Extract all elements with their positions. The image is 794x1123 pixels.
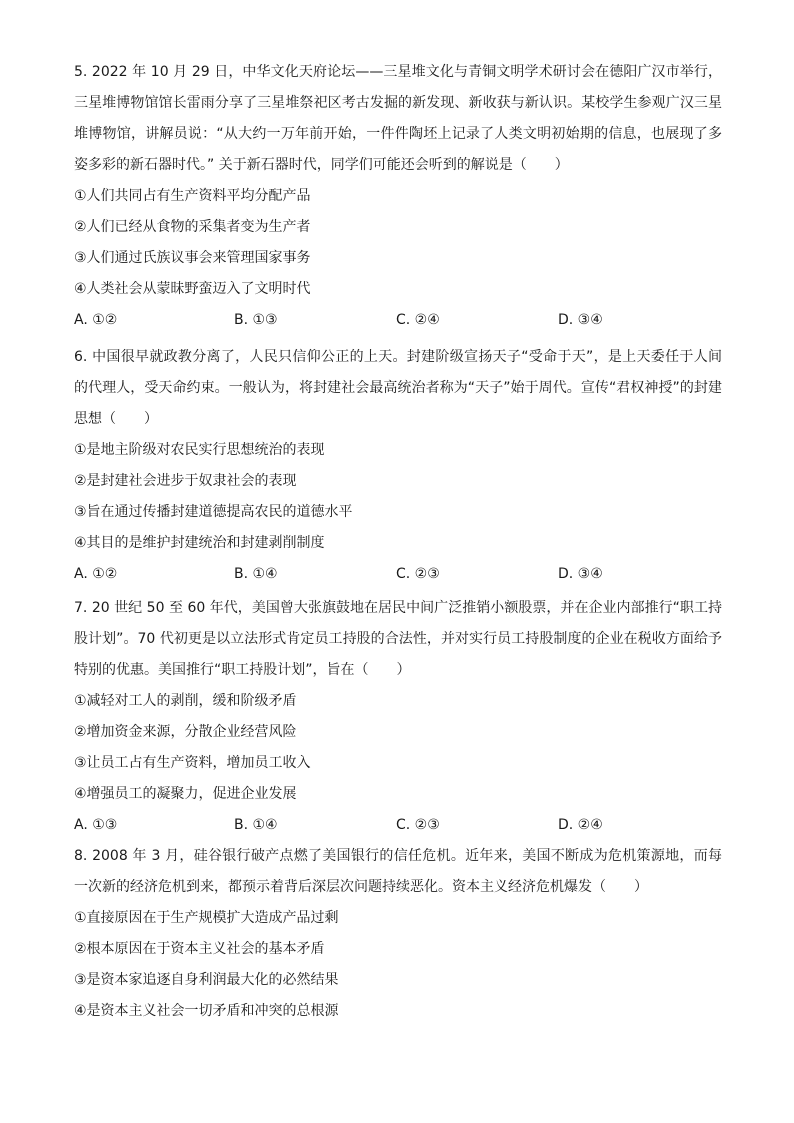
answer-choices (74, 810, 722, 841)
choice-a: A. ①③ (74, 817, 118, 833)
choice-b: B. ①④ (234, 817, 278, 833)
choice-d: D. ②④ (558, 817, 603, 833)
statement-2: ②是封建社会进步于奴隶社会的表现 (74, 473, 297, 489)
question-7 (74, 593, 722, 841)
choice-b: B. ①③ (234, 312, 278, 328)
statement-3: ③人们通过氏族议事会来管理国家事务 (74, 250, 311, 266)
question-8 (74, 841, 722, 1027)
choice-d: D. ③④ (558, 566, 603, 582)
statement-4: ④其目的是维护封建统治和封建剥削制度 (74, 535, 325, 551)
answer-choices (74, 305, 722, 336)
statement-4: ④是资本主义社会一切矛盾和冲突的总根源 (74, 1003, 339, 1019)
statement-1: ①是地主阶级对农民实行思想统治的表现 (74, 442, 325, 458)
question-stem: 6. 中国很早就政教分离了，人民只信仰公正的上天。封建阶级宣扬天子“受命于天”，是上天委任于人间的代理人，受天命约束。一般认为，将封建社会最高统治者称为“天子”始于周代。宣传“君权神授”的封建思想（ ） (74, 349, 722, 427)
choice-b: B. ①④ (234, 566, 278, 582)
choice-a: A. ①② (74, 312, 118, 328)
question-stem: 7. 20 世纪 50 至 60 年代，美国曾大张旗鼓地在居民中间广泛推销小额股票，并在企业内部推行“职工持股计划”。70 代初更是以立法形式肯定员工持股的合法性，并对实行员工持股制度的企业在税收方面给予特别的优惠。美国推行“职工持股计划”，旨在（ ） (74, 600, 722, 678)
choice-c: C. ②③ (396, 817, 440, 833)
choice-a: A. ①② (74, 566, 118, 582)
statement-1: ①直接原因在于生产规模扩大造成产品过剩 (74, 910, 339, 926)
statement-2: ②增加资金来源，分散企业经营风险 (74, 724, 297, 740)
statement-3: ③让员工占有生产资料，增加员工收入 (74, 755, 311, 771)
statement-4: ④人类社会从蒙昧野蛮迈入了文明时代 (74, 281, 311, 297)
statement-1: ①人们共同占有生产资料平均分配产品 (74, 188, 311, 204)
statement-3: ③是资本家追逐自身利润最大化的必然结果 (74, 972, 339, 988)
statement-2: ②人们已经从食物的采集者变为生产者 (74, 219, 311, 235)
question-5 (74, 57, 722, 336)
statement-4: ④增强员工的凝聚力，促进企业发展 (74, 786, 297, 802)
choice-c: C. ②③ (396, 566, 440, 582)
question-stem: 5. 2022 年 10 月 29 日，中华文化天府论坛——三星堆文化与青铜文明学术研讨会在德阳广汉市举行，三星堆博物馆馆长雷雨分享了三星堆祭祀区考古发掘的新发现、新收获与新认识。某校学生参观广汉三星堆博物馆，讲解员说：“从大约一万年前开始，一件件陶坯上记录了人类文明初始期的信息，也展现了多姿多彩的新石器时代。” 关于新石器时代，同学们可能还会听到的解说是（ ） (74, 64, 722, 173)
answer-choices (74, 559, 722, 590)
question-6 (74, 342, 722, 590)
choice-c: C. ②④ (396, 312, 440, 328)
question-stem: 8. 2008 年 3 月，硅谷银行破产点燃了美国银行的信任危机。近年来，美国不断成为危机策源地，而每一次新的经济危机到来，都预示着背后深层次问题持续恶化。资本主义经济危机爆发（ ） (74, 848, 722, 895)
statement-2: ②根本原因在于资本主义社会的基本矛盾 (74, 941, 325, 957)
statement-3: ③旨在通过传播封建道德提高农民的道德水平 (74, 504, 353, 520)
choice-d: D. ③④ (558, 312, 603, 328)
statement-1: ①减轻对工人的剥削，缓和阶级矛盾 (74, 693, 297, 709)
